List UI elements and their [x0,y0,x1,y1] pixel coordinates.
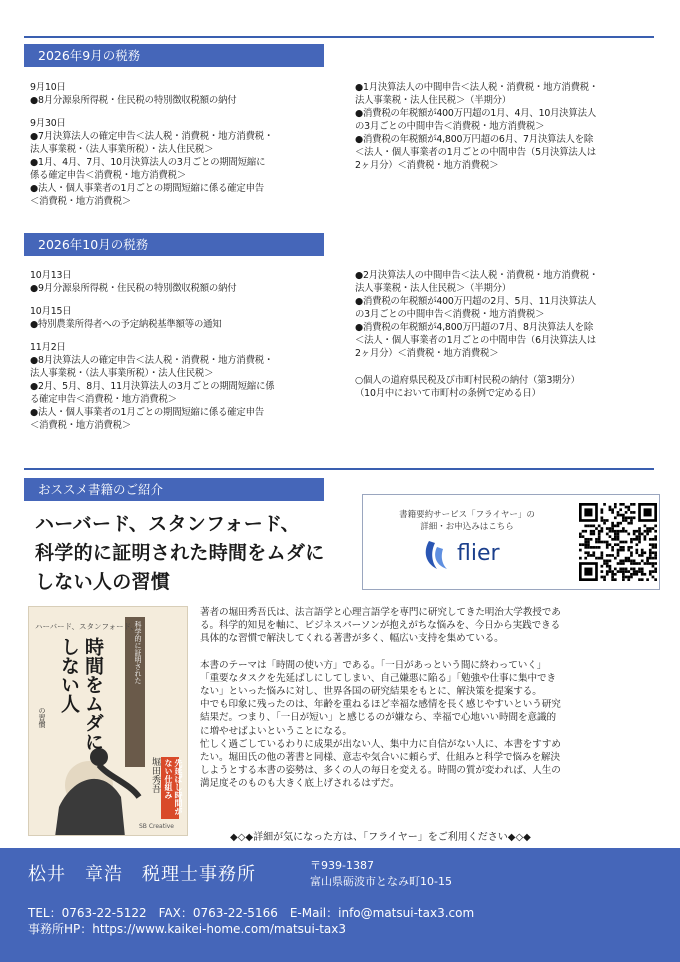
october-heading: 2026年10月の税務 [24,233,324,256]
cover-band-text: 科学的に証明された [134,621,142,684]
oct-right-items: ●2月決算法人の中間申告＜法人税・消費税・地方消費税・ 法人事業税・法人住民税＞（半期分） ●消費税の年税額が400万円超の2月、5月、11月決算法人 の3月ごとの中間申告＜消費税・地方消費税＞ ●消費税の年税額が4,800万円超の7月、8月決算法人を除 ＜法人・個人事業者の1月ごとの中間申告（6月決算法人は 2ヶ月分）＜消費税・地方消費税＞ [355,270,599,359]
sept-right-items: ●1月決算法人の中間申告＜法人税・消費税・地方消費税・ 法人事業税・法人住民税＞（半期分） ●消費税の年税額が400万円超の1月、4月、10月決算法人 の3月ごとの中間申告＜消費税・地方消費税＞ ●消費税の年税額が4,800万円超の6月、7月決算法人を除 ＜法人・個人事業者の1月ごとの中間申告（5月決算法人は 2ヶ月分）＜消費税・地方消費税＞ [355,82,599,171]
office-address: 〒939-1387 富山県砺波市となみ町10-15 [310,859,452,888]
oct-items-3: ●8月決算法人の確定申告＜法人税・消費税・地方消費税・ 法人事業税・（法人事業所税）・法人住民税＞ ●2月、5月、8月、11月決算法人の3月ごとの期間短縮に係 る確定申告＜消費税・地方消費税＞ ●法人・個人事業者の1月ごとの期間短縮に係る確定申告 ＜消費税・地方消費税＞ [30,355,275,431]
cover-publisher: SB Creative [139,823,174,830]
september-left-column [30,81,350,208]
contact-line[interactable]: TEL：0763-22-5122 FAX：0763-22-5166 E-Mail：info@matsui-tax3.com [28,906,475,920]
review-paragraph-1: 著者の堀田秀吾氏は、法言語学と心理言語学を専門に研究してきた明治大学教授であ る。科学的知見を軸に、ビジネスパーソンが抱えがちな悩みを、今日から実践できる 具体的な習慣で解決してくれる著書が多く、幅広い支持を集めている。 [200,607,561,645]
cover-red-band-text: 先延ばし時間がない仕組み [164,759,183,815]
office-name: 松井 章浩 税理士事務所 [28,864,256,885]
top-divider [24,36,654,38]
october-left-column [30,269,350,432]
september-right-column [355,81,660,172]
book-section-heading: おススメ書籍のご紹介 [24,478,324,501]
homepage-link[interactable]: 事務所HP：https://www.kaikei-home.com/matsui-tax3 [28,922,346,936]
cover-top-text: ハーバード、スタンフォード、 [35,622,138,631]
review-paragraph-2: 本書のテーマは「時間の使い方」である。「一日があっという間に終わっていく」 「重要なタスクを先延ばしにしてしまい、自己嫌悪に陥る」「勉強や仕事に集中でき ない」といった悩みに対し、世界各国の研究結果をもとに、解決策を提案する。 中でも印象に残ったのは、年齢を重ねるほど幸福な感情を長く感じやすいという研究 結果だ。つまり、「一日が短い」と感じるのが嫌なら、幸福で心地いい時間を意識的 に増やせばよいということになる。 忙しく過ごしているわりに成果が出ない人、集中力に自信がない人に、本書をすすめ たい。堀田氏の他の著書と同様、意志や気合いに頼らず、仕組みと科学で悩みを解決 しようとする本書の姿勢は、多くの人の毎日を変える。時間の質が変われば、人生の 満足度そのものも大きく底上げされるはずだ。 [200,659,561,790]
qr-code-icon[interactable] [579,501,657,583]
cover-title-text: 時間をムダにしない人 [58,637,104,751]
flier-promo-text: 書籍要約サービス「フライヤー」の 詳細・お申込みはこちら [399,510,535,532]
oct-right-residence-tax: ○個人の道府県民税及び市町村民税の納付（第3期分） （10月中において市町村の条例で定める日） [355,375,580,399]
flier-logo-text: flier [457,541,500,566]
oct-date-3: 11月2日 [30,342,66,353]
oct-items-2: ●特別農業所得者への予定納税基準額等の通知 [30,319,222,330]
sept-items-1: ●8月分源泉所得税・住民税の特別徴収税額の納付 [30,95,237,106]
book-title [35,510,325,597]
september-heading: 2026年9月の税務 [24,44,324,67]
sept-date-2: 9月30日 [30,118,66,129]
book-review [200,606,662,791]
book-cover-image [28,606,188,836]
october-right-column [355,269,660,400]
book-title-line-3: しない人の習慣 [35,571,171,593]
flier-logo-icon [421,537,455,573]
office-contact [28,905,474,937]
sept-date-1: 9月10日 [30,82,66,93]
sept-items-2: ●7月決算法人の確定申告＜法人税・消費税・地方消費税・ 法人事業税・（法人事業所税）・法人住民税＞ ●1月、4月、7月、10月決算法人の3月ごとの期間短縮に 係る確定申告＜消費税・地方消費税＞ ●法人・個人事業者の1月ごとの期間短縮に係る確定申告 ＜消費税・地方消費税＞ [30,131,274,207]
oct-items-1: ●9月分源泉所得税・住民税の特別徴収税額の納付 [30,283,237,294]
flier-promo-box[interactable] [362,494,660,590]
book-title-line-1: ハーバード、スタンフォード、 [35,513,300,535]
flier-logo[interactable] [421,537,541,577]
cover-author: 堀田秀吾 [150,757,160,793]
book-title-line-2: 科学的に証明された時間をムダに [35,542,325,564]
oct-date-1: 10月13日 [30,270,72,281]
cover-subtitle: の習慣 [38,707,46,728]
book-divider [24,468,654,470]
flier-call-to-action: ◆◇◆詳細が気になった方は、「フライヤー」をご利用ください◆◇◆ [230,832,531,843]
oct-date-2: 10月15日 [30,306,72,317]
office-footer [0,848,680,962]
